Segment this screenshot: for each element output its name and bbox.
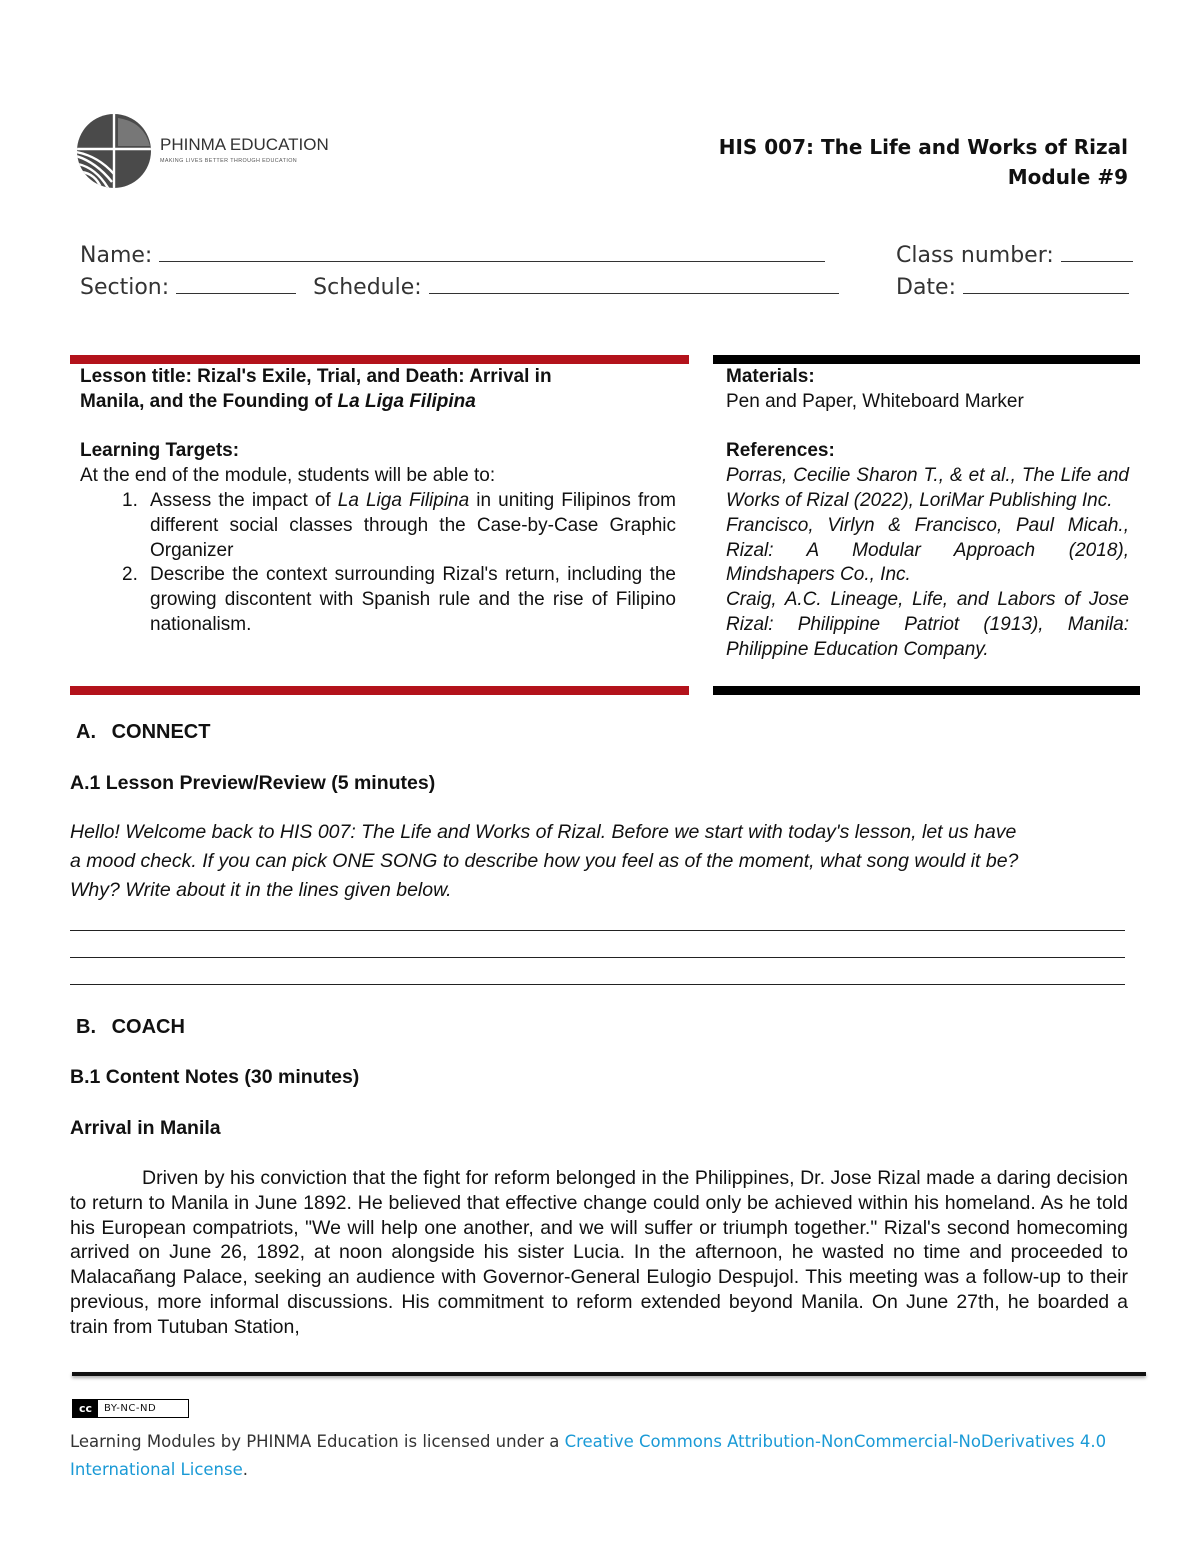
cc-badge-text: BY-NC-ND xyxy=(104,1403,157,1414)
reference-item: Craig, A.C. Lineage, Life, and Labors of Jose Rizal: Philippine Patriot (1913), Manila: Philippine Education Company. xyxy=(726,589,1129,660)
section-a-title: CONNECT xyxy=(111,721,211,743)
phinma-logo xyxy=(74,112,364,190)
class-number-label: Class number: xyxy=(896,243,1054,268)
materials-box xyxy=(726,365,1129,663)
references-heading: References: xyxy=(726,440,835,462)
name-label: Name: xyxy=(80,243,153,268)
lesson-title-line2-text: Manila, and the Founding of xyxy=(80,390,338,412)
date-label: Date: xyxy=(896,275,956,300)
content-paragraph: Driven by his conviction that the fight for reform belonged in the Philippines, Dr. Jose Rizal made a daring decision to return to Manila in June 1892. He believed that effective change could only be achieved within his homeland. As he told his European compatriots, "We will help one another, and we will suffer or triumph together." Rizal's second homecoming arrived on June 26, 1892, at noon alongside his sister Lucia. In the afternoon, he wasted no time and proceeded to Malacañang Palace, seeking an audience with Governor-General Eulogio Despujol. This meeting was a follow-up to their previous, more informal discussions. His commitment to reform extended beyond Manila. On June 27th, he boarded a train from Tutuban Station, xyxy=(70,1167,1128,1338)
materials-text: Pen and Paper, Whiteboard Marker xyxy=(726,390,1024,412)
course-heading xyxy=(719,132,1128,192)
lesson-box-bottom-bar xyxy=(70,686,689,695)
schedule-field[interactable] xyxy=(429,273,839,294)
list-number: 2. xyxy=(122,564,138,586)
lesson-title-italic: La Liga Filipina xyxy=(337,390,476,412)
prompt-line: a mood check. If you can pick ONE SONG to describe how you feel as of the moment, what song would it be? xyxy=(70,850,1019,872)
class-number-field[interactable] xyxy=(1061,241,1133,262)
answer-line[interactable] xyxy=(70,930,1125,931)
name-row xyxy=(80,241,825,268)
lesson-title-line2 xyxy=(80,391,476,412)
reference-item: Francisco, Virlyn & Francisco, Paul Micah., Rizal: A Modular Approach (2018), Mindshapers Co., Inc. xyxy=(726,514,1129,586)
phinma-globe-icon xyxy=(74,112,364,190)
list-item xyxy=(80,489,676,563)
date-field[interactable] xyxy=(963,273,1129,294)
course-title: HIS 007: The Life and Works of Rizal xyxy=(718,135,1128,159)
svg-text:PHINMA EDUCATION: PHINMA EDUCATION xyxy=(160,135,329,154)
class-number-row xyxy=(896,241,1133,268)
prompt-line: Why? Write about it in the lines given below. xyxy=(70,879,452,901)
cc-icon: cc xyxy=(73,1400,98,1417)
learning-targets-intro: At the end of the module, students will be able to: xyxy=(80,465,496,487)
module-number: Module #9 xyxy=(1007,165,1128,189)
mood-check-prompt xyxy=(70,818,1140,905)
section-label: Section: xyxy=(80,275,170,300)
target-text-pre: Describe the context surrounding Rizal's return, including the growing discontent with Spanish rule and the rise of Filipino nationalism. xyxy=(150,564,676,635)
license-link[interactable]: Creative Commons Attribution-NonCommercial-NoDerivatives 4.0 International License xyxy=(70,1432,1107,1479)
license-prefix: Learning Modules by PHINMA Education is licensed under a xyxy=(70,1432,565,1451)
license-suffix: . xyxy=(242,1460,249,1479)
lesson-title xyxy=(80,365,676,415)
section-field[interactable] xyxy=(176,273,296,294)
lesson-box xyxy=(80,365,676,638)
answer-line[interactable] xyxy=(70,984,1125,985)
section-a-heading xyxy=(76,721,210,744)
license-statement xyxy=(70,1428,1140,1484)
reference-item: Porras, Cecilie Sharon T., & et al., The Life and Works of Rizal (2022), LoriMar Publishing Inc. xyxy=(726,465,1129,511)
section-a-subheading: A.1 Lesson Preview/Review (5 minutes) xyxy=(70,772,436,794)
footer-divider xyxy=(72,1372,1146,1376)
schedule-label: Schedule: xyxy=(313,275,422,300)
section-b-letter: B. xyxy=(76,1016,96,1038)
cc-license-badge[interactable] xyxy=(72,1399,189,1418)
target-text xyxy=(150,563,676,637)
target-text-pre: Assess the impact of xyxy=(150,489,338,511)
section-b-heading xyxy=(76,1016,185,1039)
list-item xyxy=(80,563,676,637)
topic-heading: Arrival in Manila xyxy=(70,1117,221,1139)
section-b-title: COACH xyxy=(111,1016,185,1038)
target-text-post: in uniting Filipinos from different social classes through the Case-by-Case Graphic Organizer xyxy=(150,489,676,561)
date-row xyxy=(896,273,1129,300)
svg-text:MAKING LIVES BETTER THROUGH ED: MAKING LIVES BETTER THROUGH EDUCATION xyxy=(160,158,298,164)
target-text-italic: La Liga Filipina xyxy=(337,489,470,511)
list-number: 1. xyxy=(122,489,138,511)
lesson-box-top-bar xyxy=(70,355,689,364)
section-a-letter: A. xyxy=(76,721,96,743)
section-row xyxy=(80,273,839,300)
learning-targets-heading: Learning Targets: xyxy=(80,440,240,462)
lesson-title-line1: Lesson title: Rizal's Exile, Trial, and Death: Arrival in xyxy=(80,366,552,387)
section-b-subheading: B.1 Content Notes (30 minutes) xyxy=(70,1066,360,1088)
materials-box-bottom-bar xyxy=(713,686,1140,695)
materials-heading: Materials: xyxy=(726,366,815,387)
name-field[interactable] xyxy=(159,241,825,262)
materials-box-top-bar xyxy=(713,355,1140,364)
prompt-line: Hello! Welcome back to HIS 007: The Life and Works of Rizal. Before we start with today's lesson, let us have xyxy=(70,821,1017,843)
target-text xyxy=(150,489,676,563)
answer-line[interactable] xyxy=(70,957,1125,958)
